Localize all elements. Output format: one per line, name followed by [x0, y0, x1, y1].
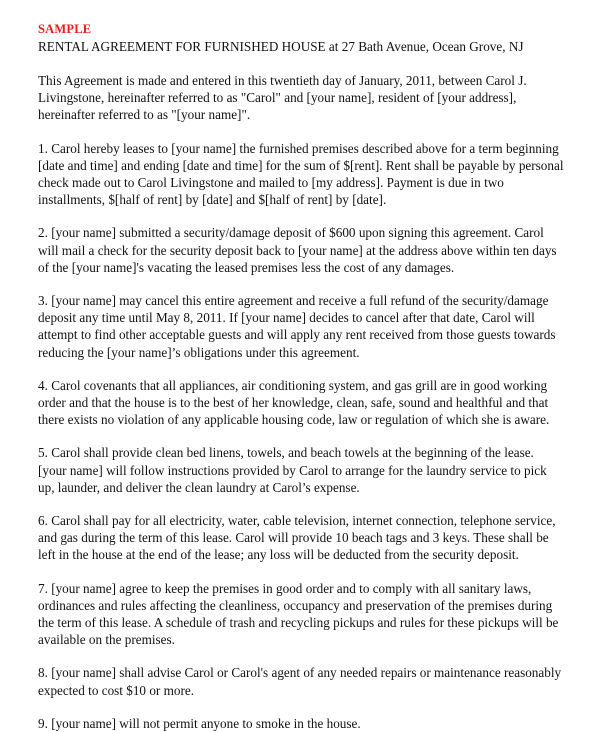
clause-8: 8. [your name] shall advise Carol or Carol's agent of any needed repairs or maintenance reasonably expected to cost $10 or more.: [38, 665, 562, 698]
clause-6: 6. Carol shall pay for all electricity, water, cable television, internet connection, telephone service, and gas during the term of this lease. Carol will provide 10 beach tags and 3 keys. These shall be left in the house at the end of the lease; any loss will be deducted from the security deposit.: [38, 513, 556, 563]
spacer: [38, 496, 565, 512]
clause-3: 3. [your name] may cancel this entire agreement and receive a full refund of the security/damage deposit any time until May 8, 2011. If [your name] decides to cancel after that date, Carol will attempt to find other acceptable guests and will apply any rent received from those guests towards reducing the [your name]’s obligations under this agreement.: [38, 293, 556, 360]
spacer: [38, 208, 565, 224]
spacer: [38, 699, 565, 715]
spacer: [38, 564, 565, 580]
clause-2: 2. [your name] submitted a security/damage deposit of $600 upon signing this agreement. Carol will mail a check for the security deposit back to [your name] at the address above within ten days of the [your name]'s vacating the leased premises less the cost of any damages.: [38, 225, 557, 275]
document-title: RENTAL AGREEMENT FOR FURNISHED HOUSE at 27 Bath Avenue, Ocean Grove, NJ: [38, 39, 524, 54]
spacer: [38, 648, 565, 664]
spacer: [38, 124, 565, 140]
sample-watermark: SAMPLE: [38, 22, 92, 36]
spacer: [38, 428, 565, 444]
spacer: [38, 276, 565, 292]
clause-4: 4. Carol covenants that all appliances, air conditioning system, and gas grill are in good working order and that the house is to the best of her knowledge, clean, safe, sound and healthful and that there exists no violation of any applicable housing code, law or regulation of which she is aware.: [38, 377, 550, 428]
clause-9: 9. [your name] will not permit anyone to smoke in the house.: [38, 715, 361, 731]
intro-paragraph: This Agreement is made and entered in this twentieth day of January, 2011, between Carol J. Livingstone, hereinafter referred to as "Carol" and [your name], resident of [your address], hereinafter referred to as "[your name]".: [38, 73, 527, 123]
clause-1: 1. Carol hereby leases to [your name] the furnished premises described above for a term beginning [date and time] and ending [date and time] for the sum of $[rent]. Rent shall be payable by personal check made out to Carol Livingstone and mailed to [my address]. Payment is due in two installments, $[half of rent] by [date] and $[half of rent] by [date].: [38, 140, 564, 208]
clause-7: 7. [your name] agree to keep the premises in good order and to comply with all sanitary laws, ordinances and rules affecting the cleanliness, occupancy and preservation of the premises during the term of this lease. A schedule of trash and recycling pickups and rules for these pickups will be available on the premises.: [38, 580, 559, 648]
clause-5: 5. Carol shall provide clean bed linens, towels, and beach towels at the beginning of the lease. [your name] will follow instructions provided by Carol to arrange for the laundry service to pick up, launder, and deliver the clean laundry at Carol’s expense.: [38, 445, 547, 495]
spacer: [38, 55, 565, 72]
spacer: [38, 361, 565, 377]
